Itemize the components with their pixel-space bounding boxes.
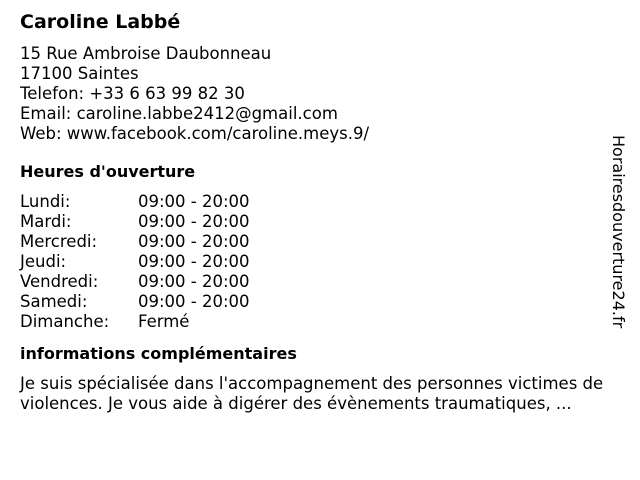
hours-time: 09:00 - 20:00 [138, 192, 250, 211]
hours-day: Mardi: [20, 212, 72, 231]
hours-time: 09:00 - 20:00 [138, 212, 250, 231]
hours-row-thursday [20, 252, 620, 272]
hours-time: 09:00 - 20:00 [138, 252, 250, 271]
opening-hours-table [20, 192, 620, 332]
email-line: Email: caroline.labbe2412@gmail.com [20, 104, 338, 123]
hours-row-monday [20, 192, 620, 212]
contact-block [20, 44, 620, 144]
hours-day: Lundi: [20, 192, 71, 211]
additional-info-title: informations complémentaires [20, 344, 297, 363]
hours-day: Samedi: [20, 292, 88, 311]
additional-info-text: Je suis spécialisée dans l'accompagnement des personnes victimes de violences. Je vous aide à digérer des évènements traumatiques, ... [20, 374, 604, 413]
address-line-street: 15 Rue Ambroise Daubonneau [20, 44, 272, 63]
hours-day: Jeudi: [20, 252, 67, 271]
phone-line: Telefon: +33 6 63 99 82 30 [20, 84, 245, 103]
site-watermark: Horairesdouverture24.fr [609, 135, 628, 329]
hours-row-tuesday [20, 212, 620, 232]
hours-time: 09:00 - 20:00 [138, 292, 250, 311]
business-name: Caroline Labbé [20, 11, 181, 33]
hours-day: Vendredi: [20, 272, 99, 291]
hours-row-saturday [20, 292, 620, 312]
hours-time: 09:00 - 20:00 [138, 232, 250, 251]
hours-time: 09:00 - 20:00 [138, 272, 250, 291]
hours-time: Fermé [138, 312, 190, 331]
hours-row-sunday [20, 312, 620, 332]
opening-hours-title: Heures d'ouverture [20, 162, 196, 181]
address-line-city: 17100 Saintes [20, 64, 139, 83]
business-card [20, 10, 620, 414]
hours-row-wednesday [20, 232, 620, 252]
hours-day: Mercredi: [20, 232, 98, 251]
hours-row-friday [20, 272, 620, 292]
web-line: Web: www.facebook.com/caroline.meys.9/ [20, 124, 370, 143]
hours-day: Dimanche: [20, 312, 110, 331]
